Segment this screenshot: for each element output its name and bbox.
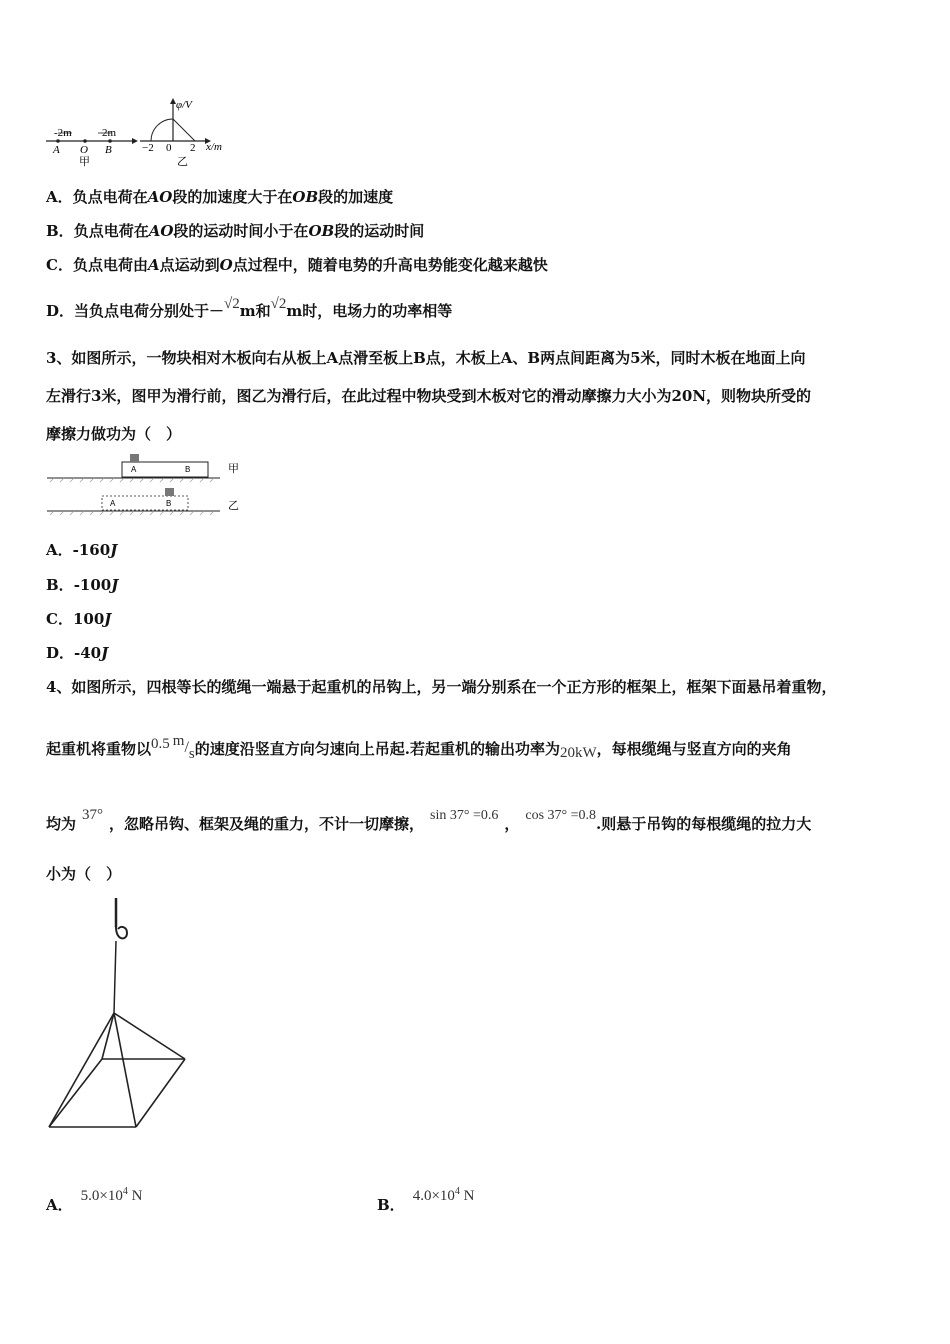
speed-value: 0.5 [151,736,170,752]
power-value: 20kW [559,745,597,761]
yi-tick-0: 0 [166,142,172,154]
speed-unit-s: s [188,746,195,762]
q3-option-c[interactable]: C．100J [46,610,112,628]
q3-option-a[interactable]: A．-160J [46,541,118,559]
figure-crane-frame [44,895,194,1135]
q2-option-d[interactable]: D．当负点电荷分别处于－√2m和√2m时，电场力的功率相等 [46,296,453,320]
q4-option-b[interactable]: B． $4.0\times 10^4$ N [377,1186,475,1214]
sin-expr: sin 37° =0.6 [430,808,499,823]
board-yi-b: B [166,499,172,508]
jia-tick-2m: 2m [102,127,117,139]
yi-x-label: x/m [206,141,222,153]
q3-option-b[interactable]: B．-100J [46,576,119,594]
speed-unit-m: m [172,733,185,749]
board-jia-b: B [185,465,191,474]
q2-option-b[interactable]: B．负点电荷在AO段的运动时间小于在OB段的运动时间 [46,222,425,240]
figure-board [44,452,244,518]
sqrt2-second: √2 [270,296,287,312]
q4-stem-line3: 均为 37° ，忽略吊钩、框架及绳的重力，不计一切摩擦， sin 37° =0.6 ， cos 37° =0.8.则悬于吊钩的每根缆绳的拉力大 [46,807,812,833]
yi-phi-label: φ/V [176,99,192,111]
q3-stem-line2: 左滑行3米，图甲为滑行前，图乙为滑行后，在此过程中物块受到木板对它的滑动摩擦力大小为20N，则物块所受的 [46,387,812,405]
yi-tick-2: 2 [190,142,196,154]
q4-stem-line4: 小为（ ） [46,865,122,883]
q3-stem-line1: 3、如图所示，一物块相对木板向右从板上A点滑至板上B点，木板上A、B两点间距离为5米，同时木板在地面上向 [46,349,806,367]
q3-option-d[interactable]: D．-40J [46,644,109,662]
yi-tick-neg2: −2 [142,142,154,154]
jia-caption: 甲 [79,156,90,168]
figure-potential [40,95,240,170]
q2-option-c[interactable]: C．负点电荷由A点运动到O点过程中，随着电势的升高电势能变化越来越快 [46,256,548,274]
q2-option-a[interactable]: A．负点电荷在AO段的加速度大于在OB段的加速度 [46,188,394,206]
q4-stem-line2: 起重机将重物以0.5 m/s的速度沿竖直方向匀速向上吊起.若起重机的输出功率为20kW，每根缆绳与竖直方向的夹角 [46,733,792,762]
board-yi-caption: 乙 [228,499,239,512]
q4-option-a[interactable]: A． $5.0\times 10^4$ N [46,1186,143,1214]
jia-point-o: O [80,144,88,156]
board-jia-a: A [131,465,137,474]
board-yi-a: A [110,499,116,508]
speed-unit-slash: / [184,739,189,756]
sqrt2-first: √2 [224,296,240,312]
q3-stem-line3: 摩擦力做功为（ ） [46,425,182,443]
q4-stem-line1: 4、如图所示，四根等长的缆绳一端悬于起重机的吊钩上，另一端分别系在一个正方形的框架上，框架下面悬吊着重物， [46,678,837,696]
jia-point-a: A [53,144,60,156]
yi-caption: 乙 [177,156,188,168]
cos-expr: cos 37° =0.8 [525,808,597,823]
angle-value: 37° [82,807,104,823]
board-jia-caption: 甲 [228,462,239,475]
jia-point-b: B [105,144,112,156]
jia-tick-neg2m: -2m [54,127,72,139]
